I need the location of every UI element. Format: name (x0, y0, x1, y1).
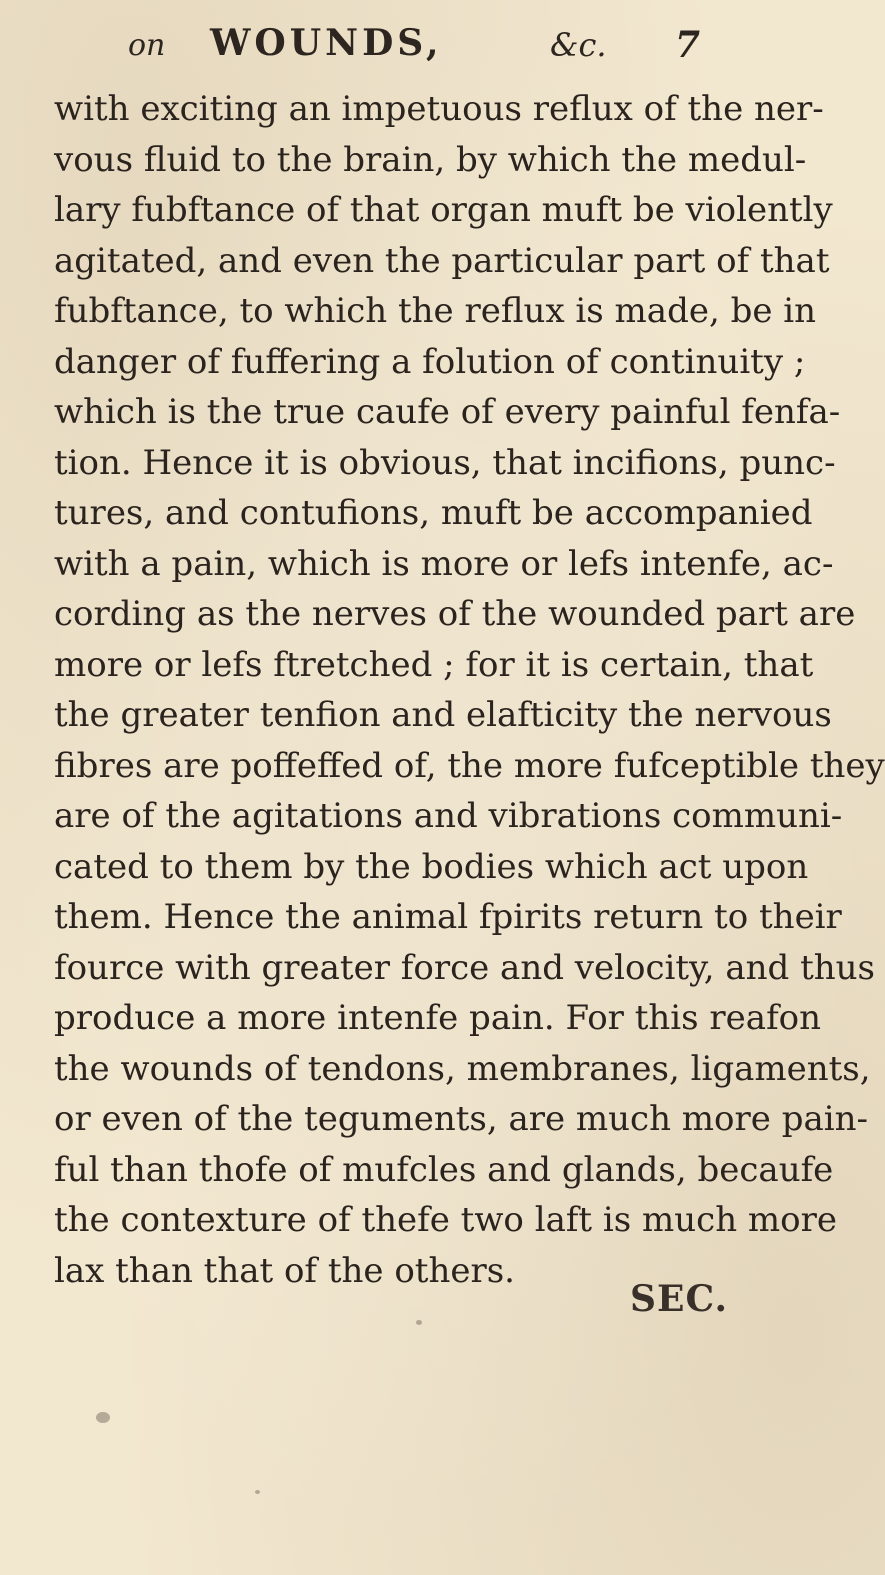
running-head (120, 22, 740, 70)
ink-smudge (96, 1412, 110, 1423)
text-line: are of the agitations and vibrations communi- (54, 796, 843, 836)
page-number: 7 (675, 24, 701, 66)
text-line: with a pain, which is more or lefs intenfe, ac- (54, 543, 834, 584)
text-line: fibres are poffeffed of, the more fufceptible they (54, 745, 885, 786)
text-line: with exciting an impetuous reflux of the ner- (54, 89, 824, 129)
body-text (54, 84, 885, 1296)
text-line: fource with greater force and velocity, and thus (54, 947, 875, 988)
ink-smudge (416, 1320, 422, 1325)
text-line: vous fluid to the brain, by which the medul- (54, 139, 807, 180)
text-line: agitated, and even the particular part of that (54, 240, 830, 281)
running-head-prefix: on (128, 28, 166, 63)
text-line: or even of the teguments, are much more pain- (54, 1099, 868, 1139)
text-line: the wounds of tendons, membranes, ligaments, (54, 1048, 871, 1089)
text-line: tures, and contufions, muft be accompanied (54, 493, 813, 533)
text-line: lax than that of the others. (54, 1250, 515, 1291)
catchword: SEC. (630, 1278, 728, 1320)
text-line: lary fubftance of that organ muft be violently (54, 190, 833, 230)
text-line: ful than thofe of mufcles and glands, becaufe (54, 1149, 834, 1190)
ink-smudge (255, 1490, 260, 1494)
text-line: fubftance, to which the reflux is made, be in (54, 291, 817, 331)
text-line: the contexture of thefe two laft is much more (54, 1200, 837, 1240)
text-line: cording as the nerves of the wounded part are (54, 594, 856, 634)
text-line: them. Hence the animal fpirits return to their (54, 897, 842, 937)
text-line: which is the true caufe of every painful fenfa- (54, 392, 841, 432)
text-line: more or lefs ftretched ; for it is certain, that (54, 644, 814, 685)
running-head-etc: &c. (550, 26, 607, 64)
text-line: tion. Hence it is obvious, that incifions, punc- (54, 442, 836, 483)
text-line: produce a more intenfe pain. For this reafon (54, 998, 822, 1038)
text-line: the greater tenfion and elafticity the nervous (54, 695, 832, 735)
text-line: cated to them by the bodies which act upon (54, 846, 809, 887)
text-line: danger of fuffering a folution of continuity ; (54, 341, 806, 382)
running-head-title: WOUNDS, (210, 22, 443, 64)
